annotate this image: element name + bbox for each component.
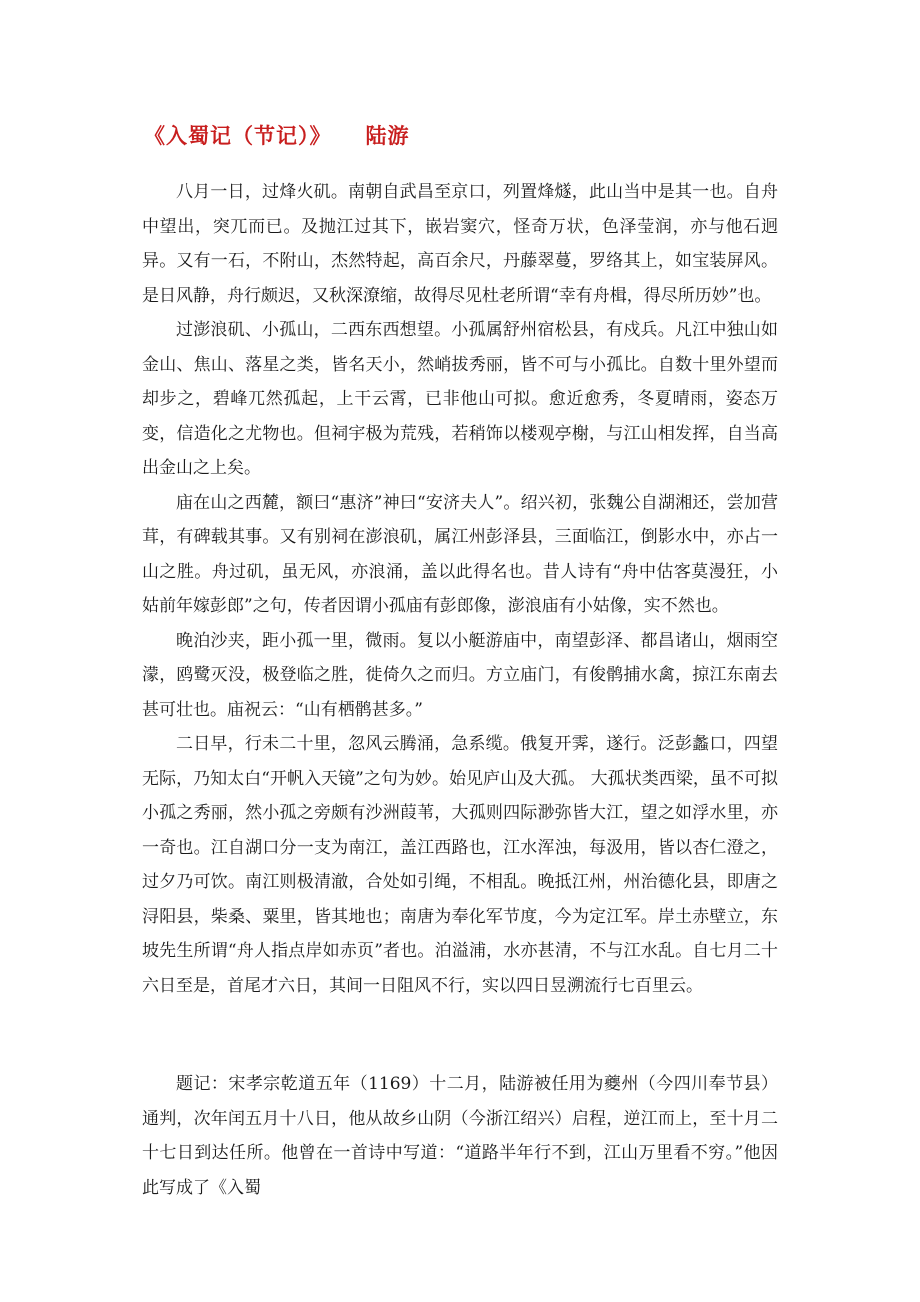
note-paragraph: 题记：宋孝宗乾道五年（1169）十二月，陆游被任用为夔州（今四川奉节县）通判，次年闰五月十八日，他从故乡山阴（今浙江绍兴）启程，逆江而上，至十月二十七日到达任所。他曾在一首诗中写道：“道路半年行不到，江山万里看不穷。”他因此写成了《入蜀 [142,1074,778,1198]
paragraph-3: 庙在山之西麓，额曰“惠济”神曰“安济夫人”。绍兴初，张魏公自湖湘还，尝加营茸，有碑载其事。又有别祠在澎浪矶，属江州彭泽县，三面临江，倒影水中，亦占一山之胜。舟过矶，虽无风，亦浪涌，盖以此得名也。昔人诗有“舟中估客莫漫狂，小姑前年嫁彭郎”之句，传者因谓小孤庙有彭郎像，澎浪庙有小姑像，实不然也。 [142,492,778,616]
paragraph-2: 过澎浪矶、小孤山，二西东西想望。小孤属舒州宿松县，有戍兵。凡江中独山如金山、焦山、落星之类，皆名天小，然峭拔秀丽，皆不可与小孤比。自数十里外望而却步之，碧峰兀然孤起，上干云霄，已非他山可拟。愈近愈秀，冬夏晴雨，姿态万变，信造化之尤物也。但祠宇极为荒残，若稍饰以楼观亭榭，与江山相发挥，自当高出金山之上矣。 [142,320,778,478]
foreword-note [142,1067,778,1205]
title-text: 《入蜀记（节记）》 [144,123,332,148]
author-name: 陆游 [365,123,410,148]
paragraph-1: 八月一日，过烽火矶。南朝自武昌至京口，列置烽燧，此山当中是其一也。自舟中望出，突兀而已。及抛江过其下，嵌岩窦穴，怪奇万状，色泽莹润，亦与他石迥异。又有一石，不附山，杰然特起，高百余尺，丹藤翠蔓，罗络其上，如宝装屏风。是日风静，舟行颇迟，又秋深潦缩，故得尽见杜老所谓“幸有舟楫，得尽所历妙”也。 [142,182,778,306]
document-title [144,120,410,150]
article-body [142,175,778,1003]
paragraph-4: 晚泊沙夹，距小孤一里，微雨。复以小艇游庙中，南望彭泽、都昌诸山，烟雨空濛，鸥鹭灭没，极登临之胜，徙倚久之而归。方立庙门，有俊鹘捕水禽，掠江东南去甚可壮也。庙祝云：“山有栖鹘甚多。” [142,630,778,720]
paragraph-5: 二日早，行未二十里，忽风云腾涌，急系缆。俄复开霁，遂行。泛彭蠡口，四望无际，乃知太白“开帆入天镜”之句为妙。始见庐山及大孤。 大孤状类西梁，虽不可拟小孤之秀丽，然小孤之旁颇有沙洲葭苇，大孤则四际渺弥皆大江，望之如浮水里，亦一奇也。江自湖口分一支为南江，盖江西路也，江水浑浊，每汲用，皆以杏仁澄之，过夕乃可饮。南江则极清澈，合处如引绳，不相乱。晚抵江州，州治德化县，即唐之浔阳县，柴桑、粟里，皆其地也；南唐为奉化军节度，今为定江军。岸土赤壁立，东坡先生所谓“舟人指点岸如赤页”者也。泊溢浦，水亦甚清，不与江水乱。自七月二十六日至是，首尾才六日，其间一日阻风不行，实以四日昱溯流行七百里云。 [142,734,778,996]
